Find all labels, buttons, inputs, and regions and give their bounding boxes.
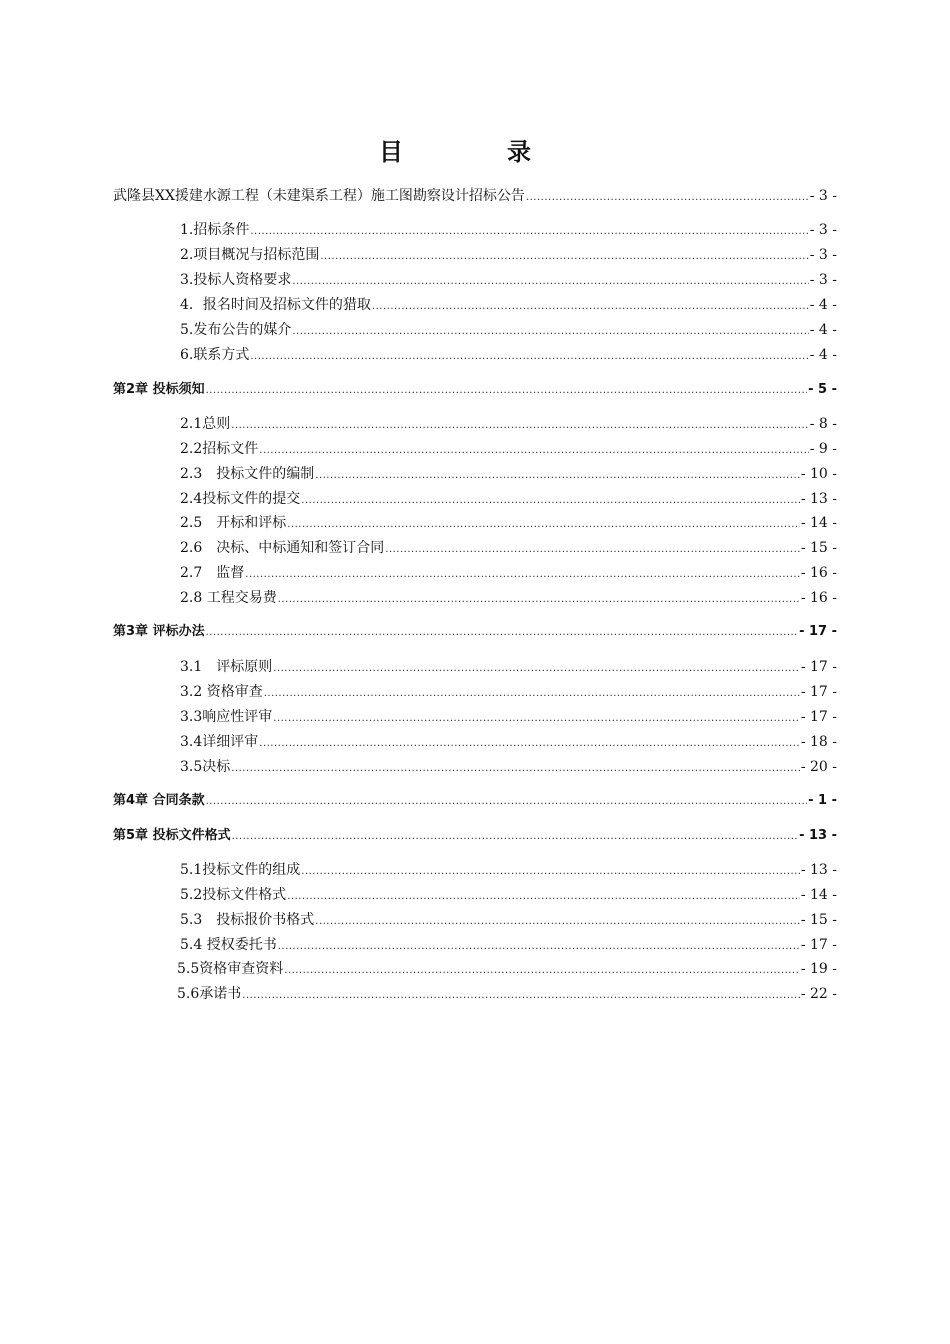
toc-page-number: - 16 - [800, 590, 837, 606]
toc-entry[interactable] [180, 538, 837, 558]
dot-leader [250, 222, 808, 242]
toc-entry-label: 3.5决标 [180, 759, 231, 775]
toc-entry-label: 2.项目概况与招标范围 [180, 247, 320, 263]
toc-entry-label: 3.3响应性评审 [180, 709, 273, 725]
toc-page-number: - 15 - [800, 540, 837, 556]
toc-page-number: - 9 - [809, 441, 837, 457]
toc-page-number: - 18 - [800, 734, 837, 750]
dot-leader [259, 734, 800, 754]
toc-entry-label: 5.6承诺书 [177, 986, 242, 1002]
toc-entry[interactable] [180, 910, 837, 930]
toc-page-number: - 3 - [809, 272, 837, 288]
toc-chapter-label: 第5章 投标文件格式 [113, 828, 231, 843]
dot-leader [232, 827, 798, 847]
toc-entry-label: 5.2投标文件格式 [180, 887, 287, 903]
toc-entry-label: 5.发布公告的媒介 [180, 322, 292, 338]
toc-entry-label: 2.2招标文件 [180, 441, 259, 457]
toc-entry-label: 2.4投标文件的提交 [180, 491, 301, 507]
toc-entry[interactable] [177, 984, 837, 1004]
toc-entry-label: 5.4 授权委托书 [180, 937, 277, 953]
toc-page-number: - 5 - [808, 382, 837, 397]
toc-entry[interactable] [180, 588, 837, 608]
toc-entry[interactable] [177, 959, 837, 979]
dot-leader [292, 322, 808, 342]
dot-leader [206, 623, 798, 643]
toc-page-number: - 17 - [800, 684, 837, 700]
toc-page-number: - 3 - [809, 247, 837, 263]
dot-leader [320, 247, 808, 267]
toc-entry[interactable] [180, 345, 837, 365]
toc-entry[interactable] [180, 320, 837, 340]
toc-entry[interactable] [180, 707, 837, 727]
toc-chapter-label: 第2章 投标须知 [113, 382, 205, 397]
dot-leader [301, 862, 800, 882]
toc-chapter-label: 第3章 评标办法 [113, 624, 205, 639]
toc-entry-label: 3.投标人资格要求 [180, 272, 292, 288]
toc-entry-label: 2.5 开标和评标 [180, 515, 287, 531]
toc-page-number: - 17 - [800, 659, 837, 675]
toc-entry-label: 5.3 投标报价书格式 [180, 912, 315, 928]
dot-leader [206, 792, 808, 812]
dot-leader [385, 540, 800, 560]
toc-entry-label: 3.1 评标原则 [180, 659, 273, 675]
toc-chapter-4[interactable] [113, 791, 837, 811]
toc-entry-label: 2.3 投标文件的编制 [180, 466, 315, 482]
toc-page-number: - 3 - [809, 222, 837, 238]
toc-entry-label: 2.6 决标、中标通知和签订合同 [180, 540, 385, 556]
toc-entry[interactable] [180, 439, 837, 459]
dot-leader [278, 937, 800, 957]
dot-leader [259, 441, 808, 461]
dot-leader [372, 297, 809, 317]
toc-page-number: - 4 - [809, 322, 837, 338]
dot-leader [273, 659, 800, 679]
toc-page-number: - 13 - [800, 491, 837, 507]
toc-entry-label: 5.5资格审查资料 [177, 961, 284, 977]
toc-entry-label: 2.1总则 [180, 416, 231, 432]
toc-entry-announcement[interactable] [113, 186, 837, 206]
toc-chapter-5[interactable] [113, 826, 837, 846]
dot-leader [250, 347, 808, 367]
toc-page-number: - 19 - [800, 961, 837, 977]
toc-entry[interactable] [180, 414, 837, 434]
dot-leader [287, 887, 800, 907]
dot-leader [284, 961, 800, 981]
toc-entry-label: 2.7 监督 [180, 565, 245, 581]
toc-entry-label: 3.4详细评审 [180, 734, 259, 750]
toc-page-number: - 15 - [800, 912, 837, 928]
toc-page-number: - 8 - [809, 416, 837, 432]
toc-page-number: - 22 - [800, 986, 837, 1002]
toc-chapter-label: 第4章 合同条款 [113, 793, 205, 808]
toc-entry-label: 1.招标条件 [180, 222, 250, 238]
toc-entry[interactable] [180, 270, 837, 290]
toc-chapter-3[interactable] [113, 622, 837, 642]
toc-page-number: - 4 - [809, 347, 837, 363]
toc-entry[interactable] [180, 245, 837, 265]
toc-entry[interactable] [180, 563, 837, 583]
dot-leader [231, 759, 800, 779]
toc-page-number: - 14 - [800, 515, 837, 531]
toc-page-number: - 3 - [809, 188, 837, 204]
dot-leader [315, 466, 800, 486]
toc-page-number: - 13 - [799, 828, 837, 843]
dot-leader [242, 986, 800, 1006]
dot-leader [231, 416, 808, 436]
toc-page-number: - 20 - [800, 759, 837, 775]
toc-entry[interactable] [180, 657, 837, 677]
dot-leader [245, 565, 800, 585]
toc-entry-label: 2.8 工程交易费 [180, 590, 277, 606]
toc-entry[interactable] [180, 757, 837, 777]
dot-leader [292, 272, 808, 292]
toc-title: 目 录 [379, 137, 571, 166]
toc-page-number: - 14 - [800, 887, 837, 903]
toc-entry[interactable] [180, 935, 837, 955]
toc-page-number: - 10 - [800, 466, 837, 482]
toc-page-number: - 16 - [800, 565, 837, 581]
dot-leader [278, 590, 800, 610]
toc-entry[interactable] [180, 295, 837, 315]
toc-entry-label: 武隆县XX援建水源工程（未建渠系工程）施工图勘察设计招标公告 [113, 188, 525, 204]
toc-entry[interactable] [180, 860, 837, 880]
toc-entry[interactable] [180, 682, 837, 702]
toc-entry[interactable] [180, 885, 837, 905]
dot-leader [315, 912, 800, 932]
toc-entry[interactable] [180, 732, 837, 752]
dot-leader [273, 709, 800, 729]
dot-leader [301, 491, 800, 511]
dot-leader [264, 684, 800, 704]
toc-entry[interactable] [180, 513, 837, 533]
toc-page-number: - 13 - [800, 862, 837, 878]
dot-leader [287, 515, 800, 535]
toc-page-number: - 4 - [809, 297, 837, 313]
toc-entry-label: 3.2 资格审查 [180, 684, 263, 700]
toc-entry[interactable] [180, 489, 837, 509]
toc-entry[interactable] [180, 464, 837, 484]
toc-page-number: - 1 - [808, 793, 837, 808]
toc-entry[interactable] [180, 220, 837, 240]
toc-entry-label: 6.联系方式 [180, 347, 250, 363]
dot-leader [206, 381, 808, 401]
toc-page-number: - 17 - [800, 937, 837, 953]
toc-chapter-2[interactable] [113, 380, 837, 400]
toc-page-number: - 17 - [800, 709, 837, 725]
toc-entry-label: 4．报名时间及招标文件的猎取 [180, 297, 371, 313]
dot-leader [526, 188, 809, 208]
toc-page-number: - 17 - [799, 624, 837, 639]
toc-entry-label: 5.1投标文件的组成 [180, 862, 301, 878]
